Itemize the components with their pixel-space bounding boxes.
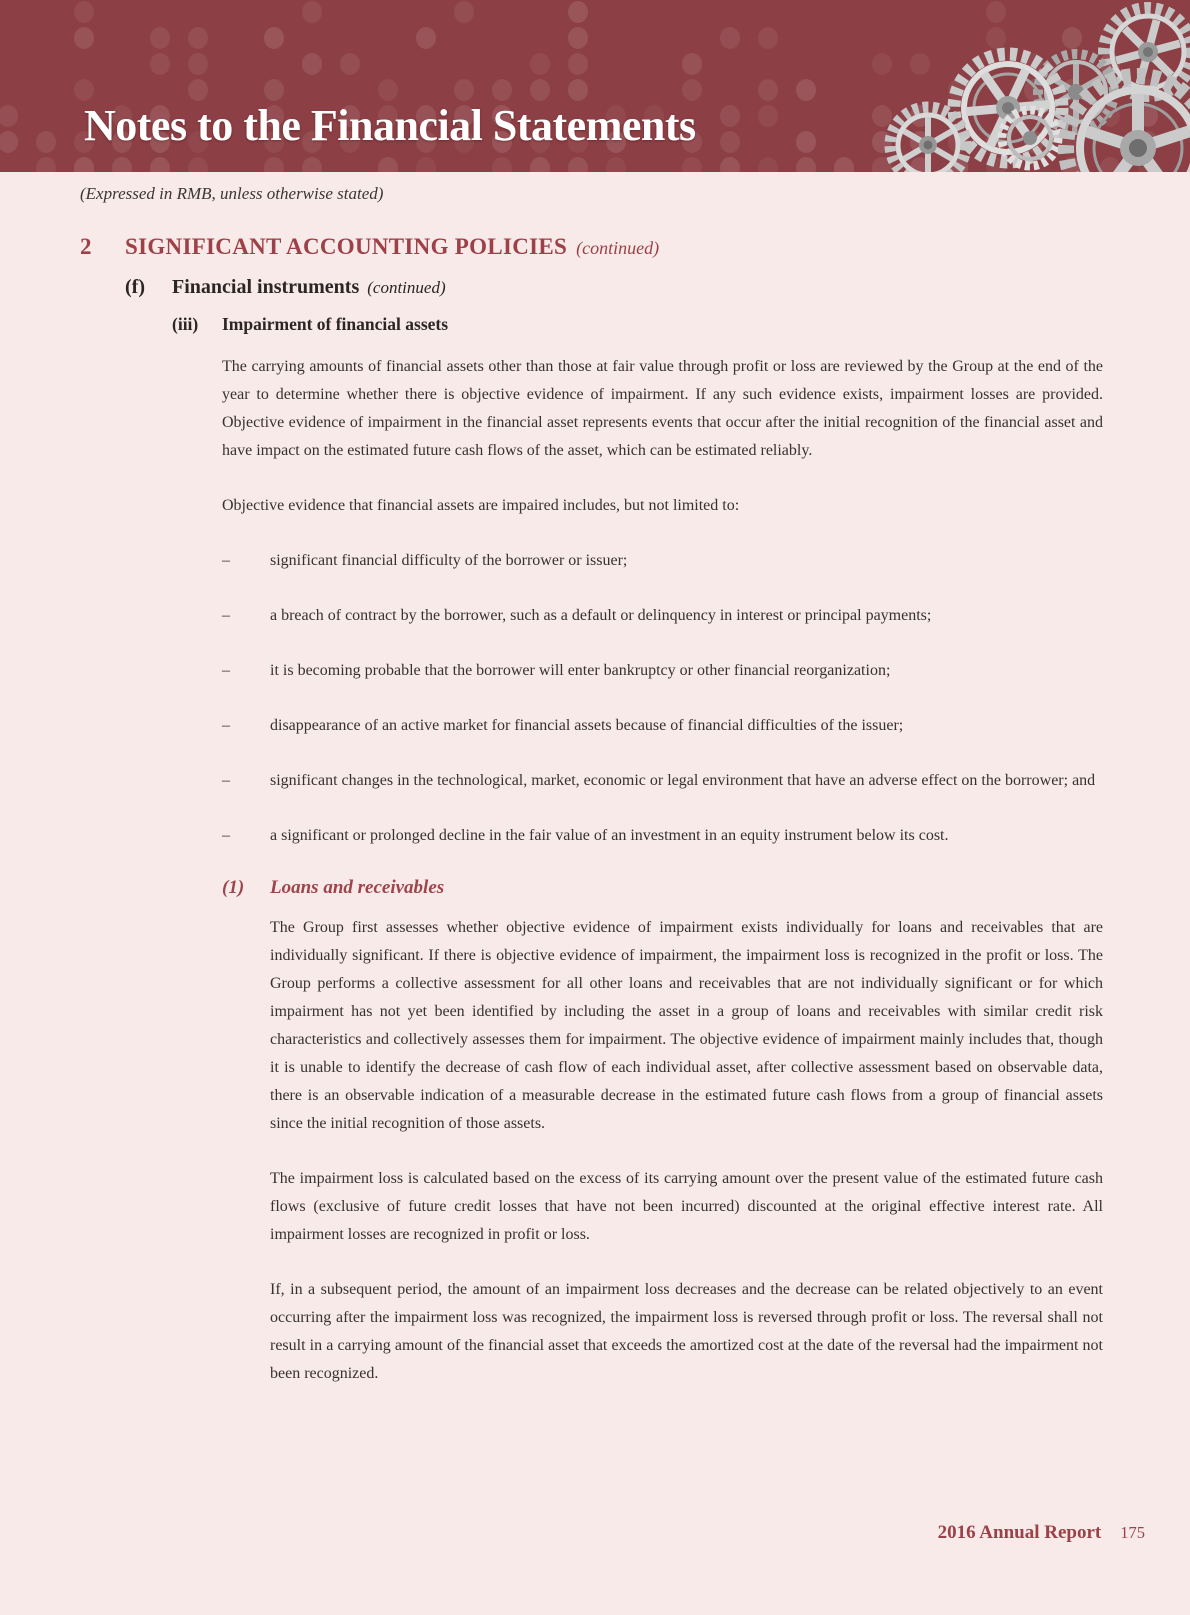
dash-bullet: – bbox=[222, 662, 230, 679]
list-item bbox=[222, 602, 1103, 630]
list-item-text: it is becoming probable that the borrower will enter bankruptcy or other financial reorganization; bbox=[270, 662, 891, 679]
subsection-f-heading bbox=[125, 276, 1190, 299]
list-item-text: a breach of contract by the borrower, such as a default or delinquency in interest or principal payments; bbox=[270, 607, 932, 624]
page-number: 175 bbox=[1120, 1523, 1145, 1542]
currency-note: (Expressed in RMB, unless otherwise stated) bbox=[80, 184, 384, 203]
subsection-iii-body bbox=[222, 353, 1103, 1388]
subsection-iii-title: Impairment of financial assets bbox=[222, 314, 449, 334]
page-header-banner bbox=[0, 0, 1190, 172]
subsection-1-heading bbox=[222, 877, 1103, 899]
dash-bullet: – bbox=[222, 827, 230, 844]
list-item bbox=[222, 657, 1103, 685]
dash-bullet: – bbox=[222, 607, 230, 624]
subsection-1-label: (1) bbox=[222, 877, 245, 898]
dash-bullet: – bbox=[222, 717, 230, 734]
paragraph: The impairment loss is calculated based on the excess of its carrying amount over the present value of the estimated future cash flows (exclusive of future credit losses that have not been incurred) discounted at the original effective interest rate. All impairment losses are recognized in profit or loss. bbox=[270, 1170, 1103, 1243]
list-item-text: disappearance of an active market for financial assets because of financial difficulties of the issuer; bbox=[270, 717, 904, 734]
list-item bbox=[222, 822, 1103, 850]
paragraph: The Group first assesses whether objective evidence of impairment exists individually for loans and receivables that are individually significant. If there is objective evidence of impairment, the impairment loss is recognized in the profit or loss. The Group performs a collective assessment for all other loans and receivables that are not individually significant or for which impairment has not yet been identified by including the asset in a group of loans and receivables with similar credit risk characteristics and collectively assesses them for impairment. The objective evidence of impairment mainly includes that, though it is unable to identify the decrease of cash flow of each individual asset, after collective assessment based on observable data, there is an observable indication of a measurable decrease in the estimated future cash flows from a group of financial assets since the initial recognition of those assets. bbox=[270, 919, 1103, 1132]
list-item-text: a significant or prolonged decline in the fair value of an investment in an equity instrument below its cost. bbox=[270, 827, 949, 844]
list-item bbox=[222, 767, 1103, 795]
section-continued-label: (continued) bbox=[576, 238, 660, 258]
list-item bbox=[222, 547, 1103, 575]
page-footer bbox=[938, 1522, 1145, 1544]
subsection-f-title: Financial instruments bbox=[172, 276, 360, 298]
subsection-iii-label: (iii) bbox=[172, 314, 199, 334]
dash-bullet: – bbox=[222, 772, 230, 789]
paragraph: Objective evidence that financial assets are impaired includes, but not limited to: bbox=[222, 497, 740, 514]
section-number: 2 bbox=[80, 234, 92, 259]
paragraph: If, in a subsequent period, the amount of an impairment loss decreases and the decrease can be related objectively to an event occurring after the impairment loss was recognized, the impairment loss is reversed through profit or loss. The reversal shall not result in a carrying amount of the financial asset that exceeds the amortized cost at the date of the reversal had the impairment not been recognized. bbox=[270, 1281, 1103, 1382]
subsection-1-title: Loans and receivables bbox=[270, 877, 445, 898]
subsection-iii-heading bbox=[172, 314, 1190, 335]
report-name: 2016 Annual Report bbox=[937, 1522, 1102, 1543]
dash-bullet: – bbox=[222, 552, 230, 569]
section-title: SIGNIFICANT ACCOUNTING POLICIES bbox=[125, 234, 568, 259]
list-item-text: significant changes in the technological, market, economic or legal environment that have an adverse effect on the borrower; and bbox=[270, 772, 1096, 789]
section-heading bbox=[80, 234, 1190, 260]
list-item-text: significant financial difficulty of the borrower or issuer; bbox=[270, 552, 628, 569]
subsection-f-label: (f) bbox=[125, 276, 145, 298]
subsection-1-body bbox=[270, 914, 1103, 1388]
subsection-f-continued-label: (continued) bbox=[367, 278, 446, 297]
page-title: Notes to the Financial Statements bbox=[84, 101, 696, 150]
paragraph: The carrying amounts of financial assets other than those at fair value through profit or loss are reviewed by the Group at the end of the year to determine whether there is objective evidence of impairment. If any such evidence exists, impairment losses are provided. Objective evidence of impairment in the financial asset represents events that occur after the initial recognition of the financial asset and have impact on the estimated future cash flows of the asset, which can be estimated reliably. bbox=[222, 358, 1103, 459]
list-item bbox=[222, 712, 1103, 740]
gears-image bbox=[880, 0, 1190, 172]
